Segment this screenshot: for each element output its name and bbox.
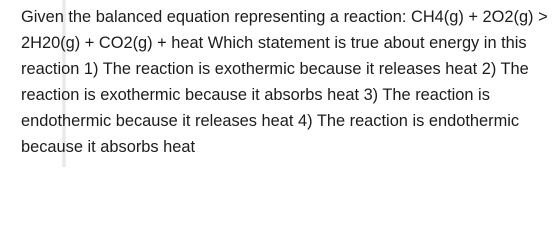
- question-text: Given the balanced equation representing a reaction: CH4(g) + 2O2(g) > 2H20(g) + CO2(g) + heat Which statement is true about energy in this reaction 1) The reaction is exothermic because it releases heat 2) The reaction is exothermic because it absorbs heat 3) The reaction is endothermic because it releases heat 4) The reaction is endothermic because it absorbs heat: [21, 8, 548, 156]
